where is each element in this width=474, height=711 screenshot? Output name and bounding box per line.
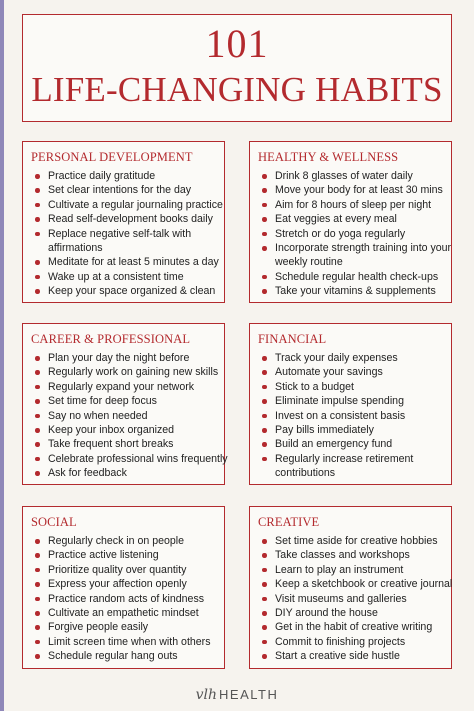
habit-item: Schedule regular hang outs — [31, 649, 211, 663]
title-box — [22, 14, 452, 122]
habit-item: Commit to finishing projects — [258, 635, 452, 649]
section-title: SOCIAL — [31, 515, 77, 529]
habit-list — [258, 351, 413, 481]
section-title: CREATIVE — [258, 515, 320, 529]
habit-list — [31, 169, 223, 299]
habit-item: Replace negative self-talk with affirmations — [31, 227, 223, 256]
brand-text: HEALTH — [219, 687, 279, 702]
habit-item: Get in the habit of creative writing — [258, 620, 452, 634]
habit-item: DIY around the house — [258, 606, 452, 620]
habit-item: Regularly check in on people — [31, 534, 211, 548]
habit-item: Cultivate an empathetic mindset — [31, 606, 211, 620]
habit-item: Set time aside for creative hobbies — [258, 534, 452, 548]
habit-item: Limit screen time when with others — [31, 635, 211, 649]
habit-item: Aim for 8 hours of sleep per night — [258, 198, 451, 212]
habit-item: Keep your inbox organized — [31, 423, 228, 437]
habit-item: Take your vitamins & supplements — [258, 284, 451, 298]
habit-item: Read self-development books daily — [31, 212, 223, 226]
section-career-professional — [22, 323, 228, 485]
habit-item: Set clear intentions for the day — [31, 183, 223, 197]
habit-item: Eliminate impulse spending — [258, 394, 413, 408]
side-accent-bar — [0, 0, 4, 711]
section-title: FINANCIAL — [258, 332, 327, 346]
habit-item: Keep your space organized & clean — [31, 284, 223, 298]
habit-item: Set time for deep focus — [31, 394, 228, 408]
section-title: PERSONAL DEVELOPMENT — [31, 150, 193, 164]
habit-item: Move your body for at least 30 mins — [258, 183, 451, 197]
habit-list — [258, 169, 451, 299]
habit-item: Pay bills immediately — [258, 423, 413, 437]
habit-item: Track your daily expenses — [258, 351, 413, 365]
habit-item: Say no when needed — [31, 409, 228, 423]
habit-item: Build an emergency fund — [258, 437, 413, 451]
habit-item: Express your affection openly — [31, 577, 211, 591]
habit-item: Practice daily gratitude — [31, 169, 223, 183]
section-social — [22, 506, 225, 669]
brand-logo-mark: vlh — [195, 687, 218, 703]
section-healthy-wellness — [249, 141, 452, 303]
section-financial — [249, 323, 452, 485]
habit-item: Keep a sketchbook or creative journal — [258, 577, 452, 591]
page-title: LIFE-CHANGING HABITS — [31, 70, 443, 109]
habit-item: Regularly expand your network — [31, 380, 228, 394]
habit-item: Cultivate a regular journaling practice — [31, 198, 223, 212]
habit-item: Regularly increase retirement contributions — [258, 452, 413, 481]
habit-item: Regularly work on gaining new skills — [31, 365, 228, 379]
habit-item: Schedule regular health check-ups — [258, 270, 451, 284]
section-personal-development — [22, 141, 225, 303]
habit-list — [258, 534, 452, 664]
habit-item: Plan your day the night before — [31, 351, 228, 365]
habit-item: Stretch or do yoga regularly — [258, 227, 451, 241]
habit-item: Start a creative side hustle — [258, 649, 452, 663]
habit-list — [31, 534, 211, 664]
habit-item: Celebrate professional wins frequently — [31, 452, 228, 466]
section-title: HEALTHY & WELLNESS — [258, 150, 399, 164]
habit-item: Practice random acts of kindness — [31, 592, 211, 606]
habit-item: Practice active listening — [31, 548, 211, 562]
habit-item: Drink 8 glasses of water daily — [258, 169, 451, 183]
habit-item: Stick to a budget — [258, 380, 413, 394]
habit-item: Automate your savings — [258, 365, 413, 379]
habit-item: Learn to play an instrument — [258, 563, 452, 577]
section-creative — [249, 506, 452, 669]
title-number: 101 — [205, 21, 269, 66]
habit-item: Eat veggies at every meal — [258, 212, 451, 226]
brand-logo — [0, 684, 474, 703]
habit-item: Wake up at a consistent time — [31, 270, 223, 284]
habit-item: Prioritize quality over quantity — [31, 563, 211, 577]
habit-item: Ask for feedback — [31, 466, 228, 480]
section-title: CAREER & PROFESSIONAL — [31, 332, 191, 346]
habit-item: Forgive people easily — [31, 620, 211, 634]
habit-item: Visit museums and galleries — [258, 592, 452, 606]
habit-item: Invest on a consistent basis — [258, 409, 413, 423]
habit-item: Incorporate strength training into your weekly routine — [258, 241, 451, 270]
habit-list — [31, 351, 228, 481]
habit-item: Meditate for at least 5 minutes a day — [31, 255, 223, 269]
habit-item: Take classes and workshops — [258, 548, 452, 562]
habit-item: Take frequent short breaks — [31, 437, 228, 451]
